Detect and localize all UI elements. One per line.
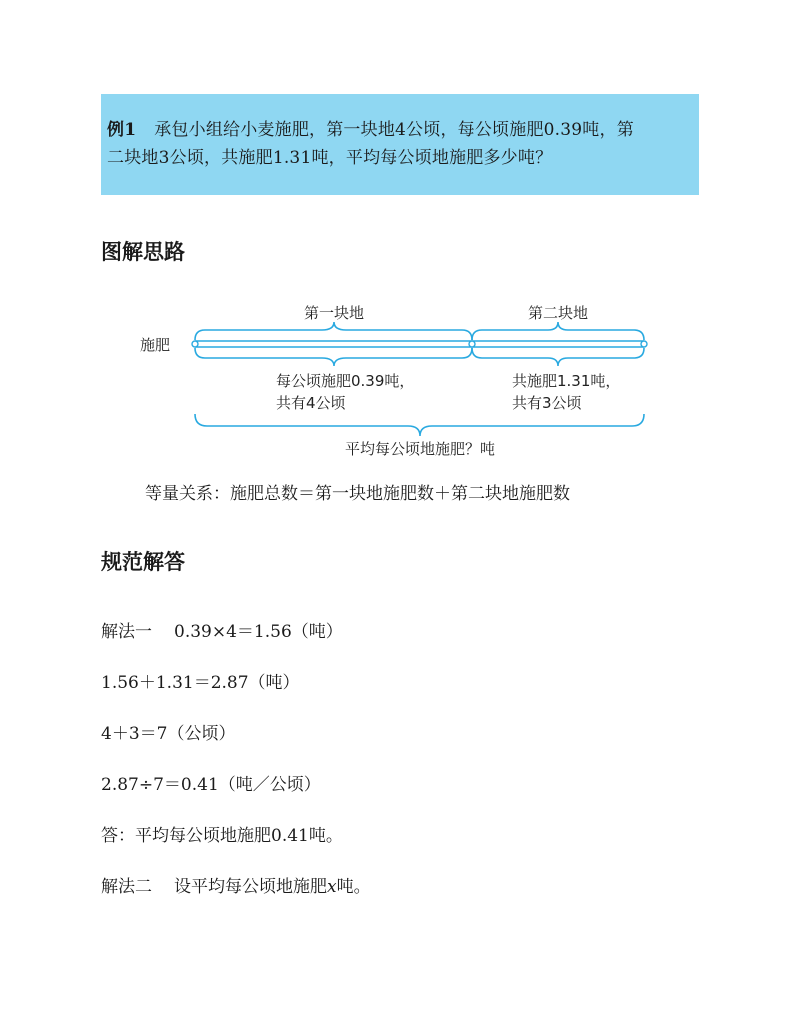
top-label-first-plot: 第一块地: [303, 304, 365, 322]
method2-text-pre: 设平均每公顷地施肥: [174, 877, 327, 897]
segment-endpoint-right: [641, 341, 647, 347]
solution-line-method2: [101, 872, 371, 897]
method2-label: 解法二: [101, 877, 152, 897]
total-label: 平均每公顷地施肥？吨: [344, 440, 496, 458]
solution-answer: 答：平均每公顷地施肥0.41吨。: [101, 826, 343, 846]
problem-line-2: 二块地3公顷，共施肥1.31吨，平均每公顷地施肥多少吨？: [107, 148, 553, 168]
bottom-label-first-line2: 共有4公顷: [276, 394, 346, 412]
top-label-second-plot: 第二块地: [527, 304, 589, 322]
bottom-label-second-line2: 共有3公顷: [512, 394, 582, 412]
solution-line-method1: [101, 617, 343, 642]
method2-text-post: 吨。: [336, 877, 371, 897]
top-brace-first: [195, 322, 472, 340]
section-title-solution: 规范解答: [101, 550, 185, 574]
problem-label: 例1: [107, 120, 137, 140]
lower-brace-first: [195, 348, 472, 366]
solution-line-step2: 1.56＋1.31＝2.87（吨）: [101, 673, 300, 693]
problem-text-1: 承包小组给小麦施肥，第一块地4公顷，每公顷施肥0.39吨，第: [154, 120, 634, 140]
method1-step1: 0.39×4＝1.56（吨）: [174, 622, 343, 642]
line-segment-diagram: [140, 290, 660, 465]
section-title-diagram: 图解思路: [101, 240, 185, 264]
method2-variable: x: [327, 877, 337, 897]
problem-box: [101, 94, 699, 195]
total-brace: [195, 414, 644, 436]
bottom-label-first-line1: 每公顷施肥0.39吨，: [276, 372, 415, 390]
problem-line-1: [107, 116, 693, 144]
method1-label: 解法一: [101, 622, 152, 642]
bottom-label-second-line1: 共施肥1.31吨，: [512, 372, 621, 390]
segment-endpoint-left: [192, 341, 198, 347]
solution-line-step4: 2.87÷7＝0.41（吨／公顷）: [101, 775, 321, 795]
row-label-fertilizer: 施肥: [140, 336, 171, 354]
solution-line-step3: 4＋3＝7（公顷）: [101, 724, 236, 744]
equivalence-relation: 等量关系：施肥总数＝第一块地施肥数＋第二块地施肥数: [145, 484, 570, 504]
lower-brace-second: [472, 348, 644, 366]
top-brace-second: [472, 322, 644, 340]
segment-divider-point: [469, 341, 475, 347]
